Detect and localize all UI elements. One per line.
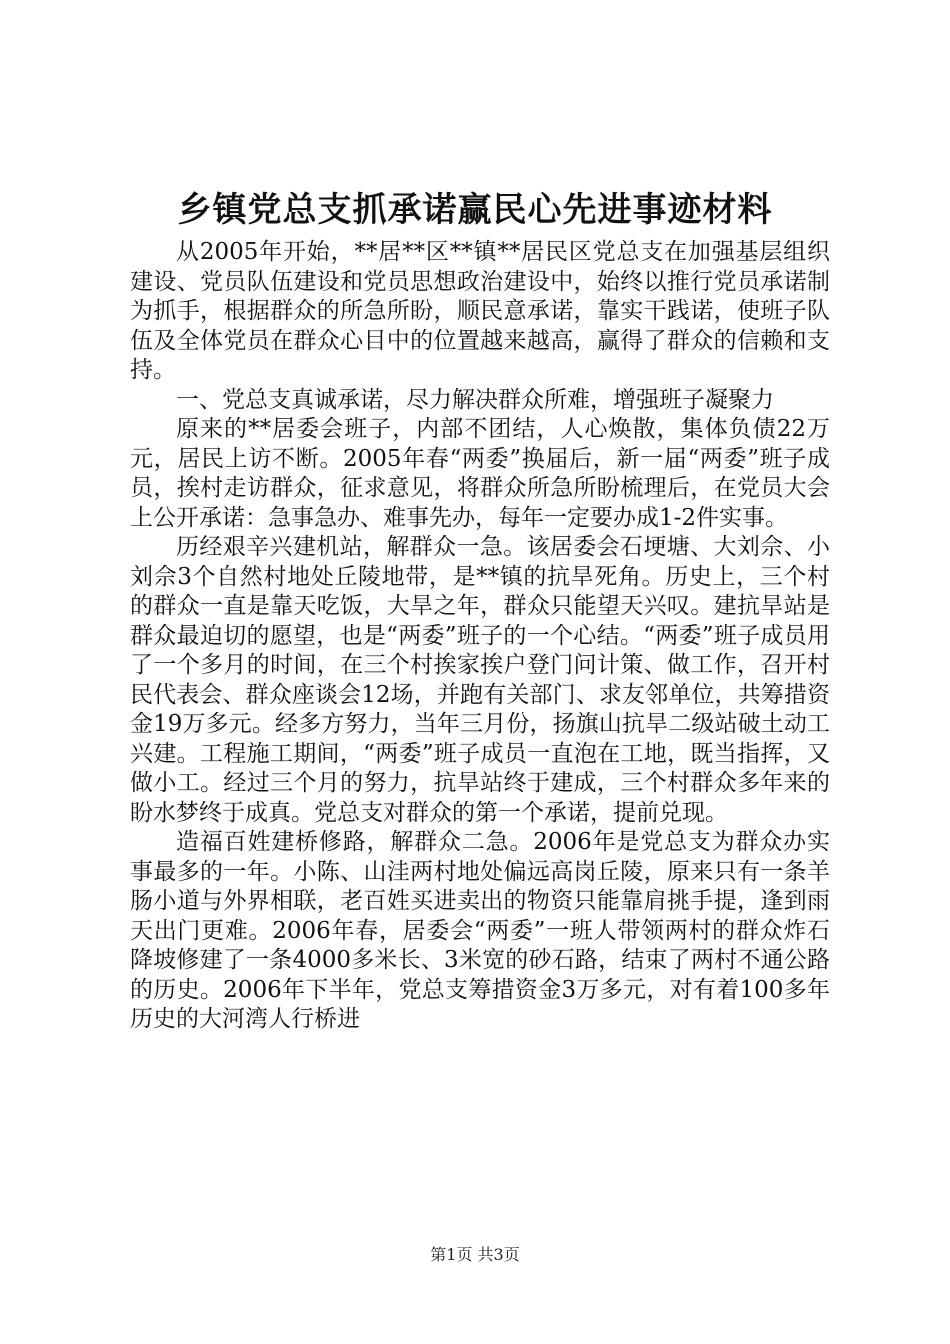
paragraph-intro: 从2005年开始，**居**区**镇**居民区党总支在加强基层组织建设、党员队伍建设和党员思想政治建设中，始终以推行党员承诺制为抓手，根据群众的所急所盼，顺民意承诺，靠实干践诺，使班子队伍及全体党员在群众心目中的位置越来越高，赢得了群众的信赖和支持。 (130, 239, 830, 383)
page-footer: 第1页 共3页 (430, 1245, 520, 1264)
document-title: 乡镇党总支抓承诺赢民心先进事迹材料 (177, 190, 773, 230)
document-body (130, 238, 830, 1035)
section-heading-1: 一、党总支真诚承诺，尽力解决群众所难，增强班子凝聚力 (176, 386, 774, 413)
paragraph-background: 原来的**居委会班子，内部不团结，人心焕散，集体负债22万元，居民上访不断。2005年春“两委”换届后，新一届“两委”班子成员，挨村走访群众，征求意见，将群众所急所盼梳理后，在党员大会上公开承诺：急事急办、难事先办，每年一定要办成1-2件实事。 (130, 416, 830, 531)
paragraph-bridge-road: 造福百姓建桥修路，解群众二急。2006年是党总支为群众办实事最多的一年。小陈、山洼两村地处偏远高岗丘陵，原来只有一条羊肠小道与外界相联，老百姓买进卖出的物资只能靠肩挑手提，逢到雨天出门更难。2006年春，居委会“两委”一班人带领两村的群众炸石降坡修建了一条4000多米长、3米宽的砂石路，结束了两村不通公路的历史。2006年下半年，党总支筹措资金3万多元，对有着100多年历史的大河湾人行桥进 (130, 829, 830, 1032)
paragraph-pump-station: 历经艰辛兴建机站，解群众一急。该居委会石埂塘、大刘佘、小刘佘3个自然村地处丘陵地带，是**镇的抗旱死角。历史上，三个村的群众一直是靠天吃饭，大旱之年，群众只能望天兴叹。建抗旱站是群众最迫切的愿望，也是“两委”班子的一个心结。“两委”班子成员用了一个多月的时间，在三个村挨家挨户登门问计策、做工作，召开村民代表会、群众座谈会12场，并跑有关部门、求友邻单位，共筹措资金19万多元。经多方努力，当年三月份，扬旗山抗旱二级站破土动工兴建。工程施工期间，“两委”班子成员一直泡在工地，既当指挥，又做小工。经过三个月的努力，抗旱站终于建成，三个村群众多年来的盼水梦终于成真。党总支对群众的第一个承诺，提前兑现。 (130, 534, 830, 826)
